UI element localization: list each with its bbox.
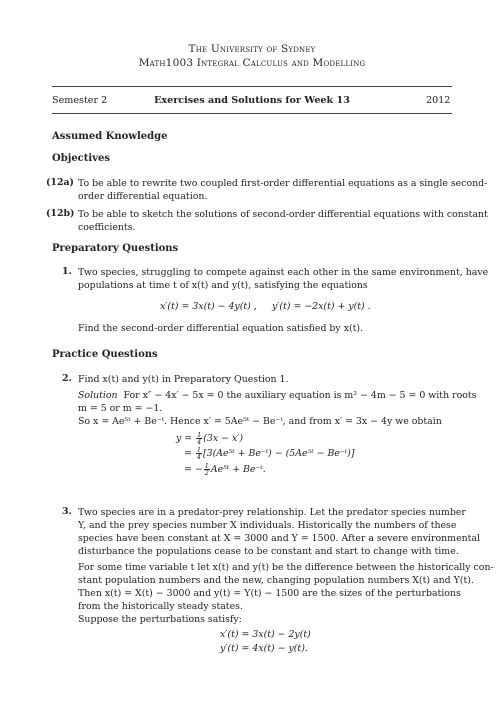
objective-text: coefficients.	[78, 222, 136, 233]
section-preparatory: Preparatory Questions	[52, 243, 179, 254]
question-text: For some time variable t let x(t) and y(t) be the difference between the historically con-	[78, 562, 494, 573]
objective-text: To be able to rewrite two coupled first-order differential equations as a single second-	[78, 178, 488, 189]
question-text: stant population numbers and the new, changing population numbers X(t) and Y(t).	[78, 575, 474, 586]
question-text: species have been constant at X = 3000 and Y = 1500. After a severe environmental	[78, 533, 481, 544]
question-text: Suppose the perturbations satisfy:	[78, 614, 242, 625]
fraction	[196, 447, 202, 460]
question-text: populations at time t of x(t) and y(t), satisfying the equations	[78, 280, 368, 291]
derivation-equals: = −	[184, 464, 203, 475]
fraction-denominator: 2	[204, 469, 209, 477]
solution-label: Solution	[78, 390, 118, 401]
equation: y′(t) = 4x(t) − y(t).	[220, 643, 308, 654]
derivation-line	[184, 463, 266, 476]
derivation-rhs: Ae⁵ᵗ + Be⁻ᵗ.	[210, 464, 266, 475]
question-text: Y, and the prey species number X individuals. Historically the numbers of these	[78, 520, 457, 531]
objective-tag: (12a)	[46, 177, 74, 188]
page-title: Exercises and Solutions for Week 13	[154, 95, 350, 106]
objective-text: order differential equation.	[78, 191, 208, 202]
course-title: Math1003 Integral Calculus and Modelling	[138, 57, 366, 69]
equation: x′(t) = 3x(t) − 4y(t) ,	[160, 301, 257, 312]
year-label: 2012	[426, 95, 451, 106]
fraction	[196, 432, 202, 445]
objective-tag: (12b)	[46, 208, 75, 219]
question-number: 3.	[62, 506, 72, 517]
fraction	[204, 463, 210, 476]
solution-line: For x″ − 4x′ − 5x = 0 the auxiliary equation is m² − 4m − 5 = 0 with roots	[123, 390, 477, 401]
derivation-rhs: (3x − x′)	[203, 433, 244, 444]
question-text: Find the second-order differential equation satisfied by x(t).	[78, 323, 364, 334]
derivation-rhs: [3(Ae⁵ᵗ + Be⁻ᵗ) − (5Ae⁵ᵗ − Be⁻ᵗ)]	[202, 448, 355, 459]
question-text: disturbance the populations cease to be constant and start to change with time.	[78, 546, 459, 557]
derivation-line	[176, 432, 243, 445]
question-text: Two species are in a predator-prey relationship. Let the predator species number	[78, 507, 466, 518]
fraction-numerator: 1	[204, 462, 209, 470]
fraction-denominator: 4	[197, 438, 202, 446]
derivation-lhs: y =	[176, 433, 193, 444]
section-practice: Practice Questions	[52, 349, 158, 360]
equation: x′(t) = 3x(t) − 2y(t)	[220, 629, 311, 640]
solution-text	[78, 389, 476, 402]
fraction-numerator: 1	[197, 431, 202, 439]
solution-line: So x = Ae⁵ᵗ + Be⁻ᵗ. Hence x′ = 5Ae⁵ᵗ − Be⁻ᵗ, and from x′ = 3x − 4y we obtain	[78, 416, 442, 427]
question-number: 1.	[62, 266, 72, 277]
question-text: Then x(t) = X(t) − 3000 and y(t) = Y(t) − 1500 are the sizes of the perturbations	[78, 588, 461, 599]
header-rule-top	[52, 86, 452, 87]
derivation-equals: =	[184, 448, 192, 459]
question-text: from the historically steady states.	[78, 601, 243, 612]
header-rule-bottom	[52, 113, 452, 114]
question-text: Two species, struggling to compete against each other in the same environment, have	[78, 267, 489, 278]
semester-label: Semester 2	[52, 95, 108, 106]
question-text: Find x(t) and y(t) in Preparatory Question 1.	[78, 374, 289, 385]
derivation-line	[184, 447, 354, 460]
question-number: 2.	[62, 373, 72, 384]
section-objectives: Objectives	[52, 153, 110, 164]
fraction-numerator: 1	[196, 446, 201, 454]
university-name: The University of Sydney	[188, 43, 316, 55]
section-assumed-knowledge: Assumed Knowledge	[52, 131, 168, 142]
objective-text: To be able to sketch the solutions of second-order differential equations with constant	[78, 209, 488, 220]
solution-line: m = 5 or m = −1.	[78, 403, 163, 414]
fraction-denominator: 4	[196, 453, 201, 461]
equation: y′(t) = −2x(t) + y(t) .	[272, 301, 371, 312]
